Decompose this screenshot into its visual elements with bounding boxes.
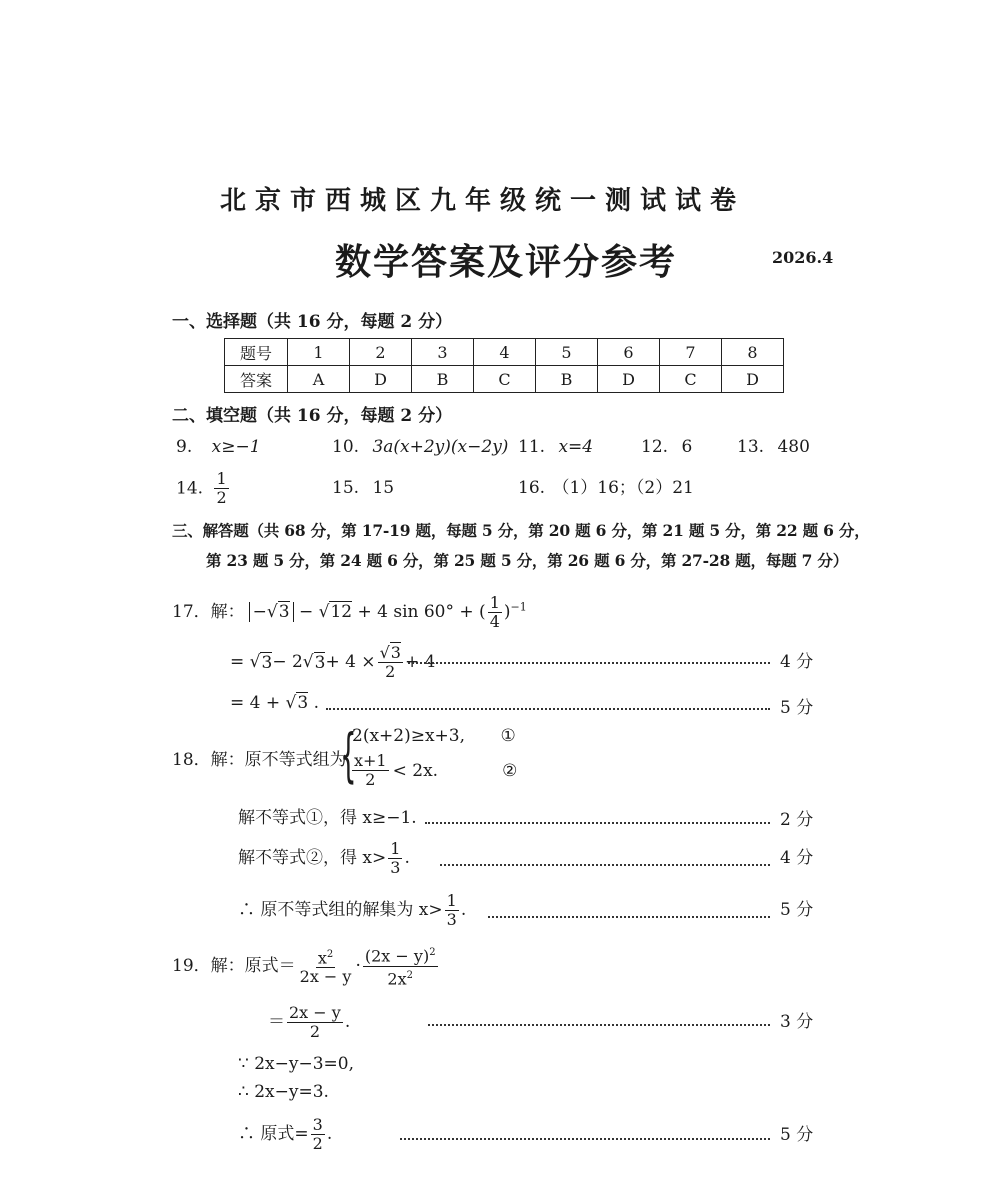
fill-answer-12 xyxy=(641,437,692,457)
fraction: $\frac{(2x - y)^2}{2x^2}$ xyxy=(363,944,438,988)
fill-answer-15 xyxy=(332,478,394,498)
fraction: $\frac{2x - y}{2}$ xyxy=(289,1002,341,1041)
exam-date: 2026.4 xyxy=(772,248,834,267)
answer-text: x=4 xyxy=(558,437,594,457)
table-cell: C xyxy=(660,366,722,393)
question-number: 14. xyxy=(176,478,204,499)
leader-dots xyxy=(428,1024,770,1026)
answer-text: 15 xyxy=(372,478,395,498)
inequality-1-text: 2(x+2)≥x+3, xyxy=(352,726,466,746)
answer-table xyxy=(224,338,784,393)
answer-title: 数学答案及评分参考 xyxy=(335,241,678,283)
fill-answer-13 xyxy=(737,437,810,457)
table-cell: B xyxy=(536,366,598,393)
score: 3 分 xyxy=(780,1012,814,1032)
inequality-2-marker: ② xyxy=(502,760,518,781)
q18-intro: 原不等式组为 xyxy=(244,750,347,770)
q18-step1: 解不等式①，得 x≥−1. xyxy=(238,808,417,828)
q17-line2: = √ 3 − 2√ 3 + 4 × $\frac{√3}{2}$ + 4 xyxy=(230,642,436,681)
table-cell: 3 xyxy=(412,339,474,366)
q19-final: ∴ 原式= $\frac{3}{2}$ . xyxy=(238,1114,333,1153)
q19-line2: ＝ $\frac{2x - y}{2}$ . xyxy=(268,1002,351,1041)
table-cell: 2 xyxy=(350,339,412,366)
table-cell: 4 xyxy=(474,339,536,366)
q18-step2: 解不等式②，得 x> $\frac{1}{3}$ . xyxy=(238,838,410,877)
answer-text: 3a(x+2y)(x−2y) xyxy=(372,437,509,457)
q19-line1: 19．解： 原式＝ $\frac{x^2}{2x - y}$ · $\frac{(2x - y)^2}{2x^2}$ xyxy=(172,944,440,988)
fraction: $\frac{x+1}{2}$ xyxy=(354,751,387,789)
table-cell: D xyxy=(722,366,784,393)
q18-step3-text: ∴ 原不等式组的解集为 x> xyxy=(238,900,443,920)
fill-answer-14 xyxy=(176,470,231,507)
answer-text: 6 xyxy=(681,437,693,457)
fraction: $\frac{3}{2}$ xyxy=(312,1114,323,1153)
table-cell: D xyxy=(598,366,660,393)
section3-heading-line1: 三、解答题（共 68 分，第 17-19 题，每题 5 分，第 20 题 6 分，第 21 题 5 分，第 22 题 6 分， xyxy=(172,521,870,540)
q19-therefore: ∴ 2x−y=3. xyxy=(238,1082,329,1102)
question-number: 13. xyxy=(737,437,765,457)
table-cell: C xyxy=(474,366,536,393)
exam-title: 北京市西城区九年级统一测试试卷 xyxy=(220,186,746,216)
q18-label-text: 18．解： xyxy=(172,750,245,770)
fraction: $\frac{1}{3}$ xyxy=(446,890,457,929)
question-number: 11. xyxy=(518,437,546,457)
inequality-2-rhs: < 2x. xyxy=(392,760,439,781)
question-number: 9. xyxy=(176,437,193,457)
fill-answer-16 xyxy=(518,478,694,498)
section3-heading-line2: 第 23 题 5 分，第 24 题 6 分，第 25 题 5 分，第 26 题 6 分，第 27-28 题，每题 7 分） xyxy=(206,551,849,570)
leader-dots xyxy=(400,1138,770,1140)
score: 4 分 xyxy=(780,848,814,868)
score: 4 分 xyxy=(780,652,814,672)
section1-heading: 一、选择题（共 16 分，每题 2 分） xyxy=(172,312,453,332)
q18-step3: ∴ 原不等式组的解集为 x> $\frac{1}{3}$ . xyxy=(238,890,467,929)
inequality-1 xyxy=(352,726,516,746)
q18-step2-text: 解不等式②，得 x> xyxy=(238,848,387,868)
q19-final-text: ∴ 原式= xyxy=(238,1124,309,1144)
table-cell: 6 xyxy=(598,339,660,366)
q17-line1 xyxy=(172,590,527,634)
q19-yuanshi: 原式＝ xyxy=(244,956,296,976)
table-cell: 5 xyxy=(536,339,598,366)
table-cell: 7 xyxy=(660,339,722,366)
q17-label: 17．解： xyxy=(172,602,245,622)
leader-dots xyxy=(488,916,770,918)
answer-text: x≥−1 xyxy=(211,437,261,457)
fraction xyxy=(214,470,228,507)
fill-answer-11 xyxy=(518,437,593,457)
score: 5 分 xyxy=(780,698,814,718)
question-number: 16. xyxy=(518,478,546,498)
table-row xyxy=(225,339,784,366)
inequality-2 xyxy=(350,752,517,789)
q19-because: ∵ 2x−y−3=0, xyxy=(238,1054,354,1074)
table-cell: B xyxy=(412,366,474,393)
table-cell: 题号 xyxy=(225,339,288,366)
answer-text: （1）16；（2）21 xyxy=(552,478,694,498)
q19-label: 19．解： xyxy=(172,956,245,976)
q17-expression: −√3 − √12 + 4 sin 60° + ( $\frac{1}{4}$ )$^{-1}$ xyxy=(249,594,527,631)
q17-line3: = 4 + √3 . xyxy=(230,693,319,713)
question-number: 15. xyxy=(332,478,360,498)
score: 5 分 xyxy=(780,1125,814,1145)
score: 2 分 xyxy=(780,810,814,830)
table-cell: 1 xyxy=(288,339,350,366)
score: 5 分 xyxy=(780,900,814,920)
q18-label xyxy=(172,750,347,770)
question-number: 12. xyxy=(641,437,669,457)
leader-dots xyxy=(425,822,770,824)
table-cell: 答案 xyxy=(225,366,288,393)
table-cell: A xyxy=(288,366,350,393)
leader-dots xyxy=(440,864,770,866)
answer-text: 480 xyxy=(777,437,810,457)
leader-dots xyxy=(326,708,770,710)
table-cell: D xyxy=(350,366,412,393)
fill-answer-10 xyxy=(332,437,508,457)
numerator: 1 xyxy=(216,469,227,488)
table-cell: 8 xyxy=(722,339,784,366)
system-brace: { xyxy=(340,721,357,789)
inequality-1-marker: ① xyxy=(500,726,516,746)
fraction: $\frac{x^2}{2x - y}$ xyxy=(298,946,354,986)
fill-answer-9 xyxy=(176,437,261,457)
question-number: 10. xyxy=(332,437,360,457)
table-row xyxy=(225,366,784,393)
fraction: $\frac{1}{3}$ xyxy=(390,838,401,877)
leader-dots xyxy=(408,662,770,664)
denominator: 2 xyxy=(216,488,227,507)
section2-heading: 二、填空题（共 16 分，每题 2 分） xyxy=(172,406,453,426)
